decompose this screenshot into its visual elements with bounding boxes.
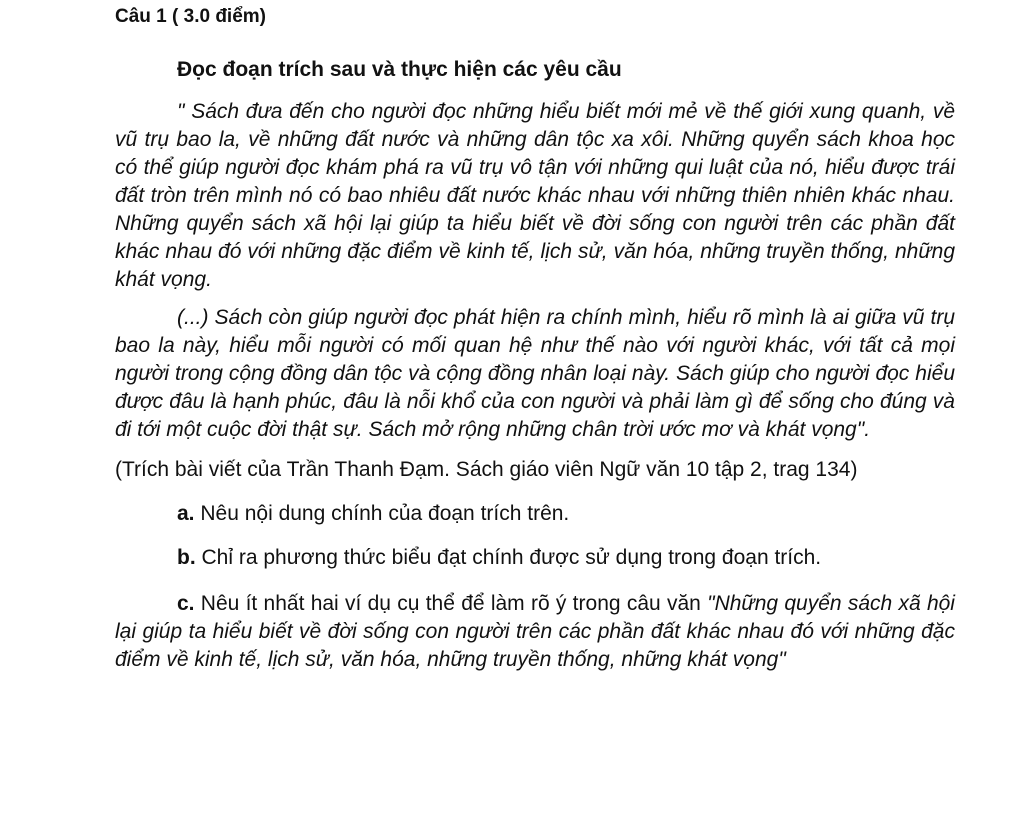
question-b-letter: b. (177, 546, 196, 569)
document-page (115, 4, 955, 674)
question-c-text: Nêu ít nhất hai ví dụ cụ thể để làm rõ ý trong câu văn (194, 592, 708, 615)
question-c-quoted-sentence: "Những quyển sách xã hội lại giúp ta hiểu biết về đời sống con người trên các phần đất khác nhau đó với những đặc điểm về kinh tế, lịch sử, văn hóa, những truyền thống, những khát vọng" (115, 592, 955, 671)
question-c (115, 590, 955, 674)
question-a (115, 500, 955, 528)
instruction-text: Đọc đoạn trích sau và thực hiện các yêu cầu (177, 58, 622, 81)
passage-paragraph-2: (...) Sách còn giúp người đọc phát hiện ra chính mình, hiểu rõ mình là ai giữa vũ trụ bao la này, hiểu mỗi người có mối quan hệ như thế nào với người khác, với tất cả mọi người trong cộng đồng dân tộc và cộng đồng nhân loại này. Sách giúp cho người đọc hiểu được đâu là hạnh phúc, đâu là nỗi khổ của con người và phải làm gì để sống cho đúng và đi tới một cuộc đời thật sự. Sách mở rộng những chân trời ước mơ và khát vọng". (115, 306, 955, 441)
question-b (115, 544, 955, 572)
question-b-text: Chỉ ra phương thức biểu đạt chính được sử dụng trong đoạn trích. (195, 546, 822, 569)
question-c-letter: c. (177, 592, 195, 615)
question-a-text: Nêu nội dung chính của đoạn trích trên. (194, 502, 570, 525)
source-citation: (Trích bài viết của Trần Thanh Đạm. Sách giáo viên Ngữ văn 10 tập 2, trag 134) (115, 458, 858, 481)
passage-paragraph-1: " Sách đưa đến cho người đọc những hiểu biết mới mẻ về thế giới xung quanh, về vũ trụ bao la, về những đất nước và những dân tộc xa xôi. Những quyển sách khoa học có thể giúp người đọc khám phá ra vũ trụ vô tận với những qui luật của nó, hiểu được trái đất tròn trên mình nó có bao nhiêu đất nước khác nhau với những thiên nhiên khác nhau. Những quyển sách xã hội lại giúp ta hiểu biết về đời sống con người trên các phần đất khác nhau đó với những đặc điểm về kinh tế, lịch sử, văn hóa, những truyền thống, những khát vọng. (115, 100, 955, 291)
question-a-letter: a. (177, 502, 195, 525)
question-heading: Câu 1 ( 3.0 điểm) (115, 6, 266, 27)
